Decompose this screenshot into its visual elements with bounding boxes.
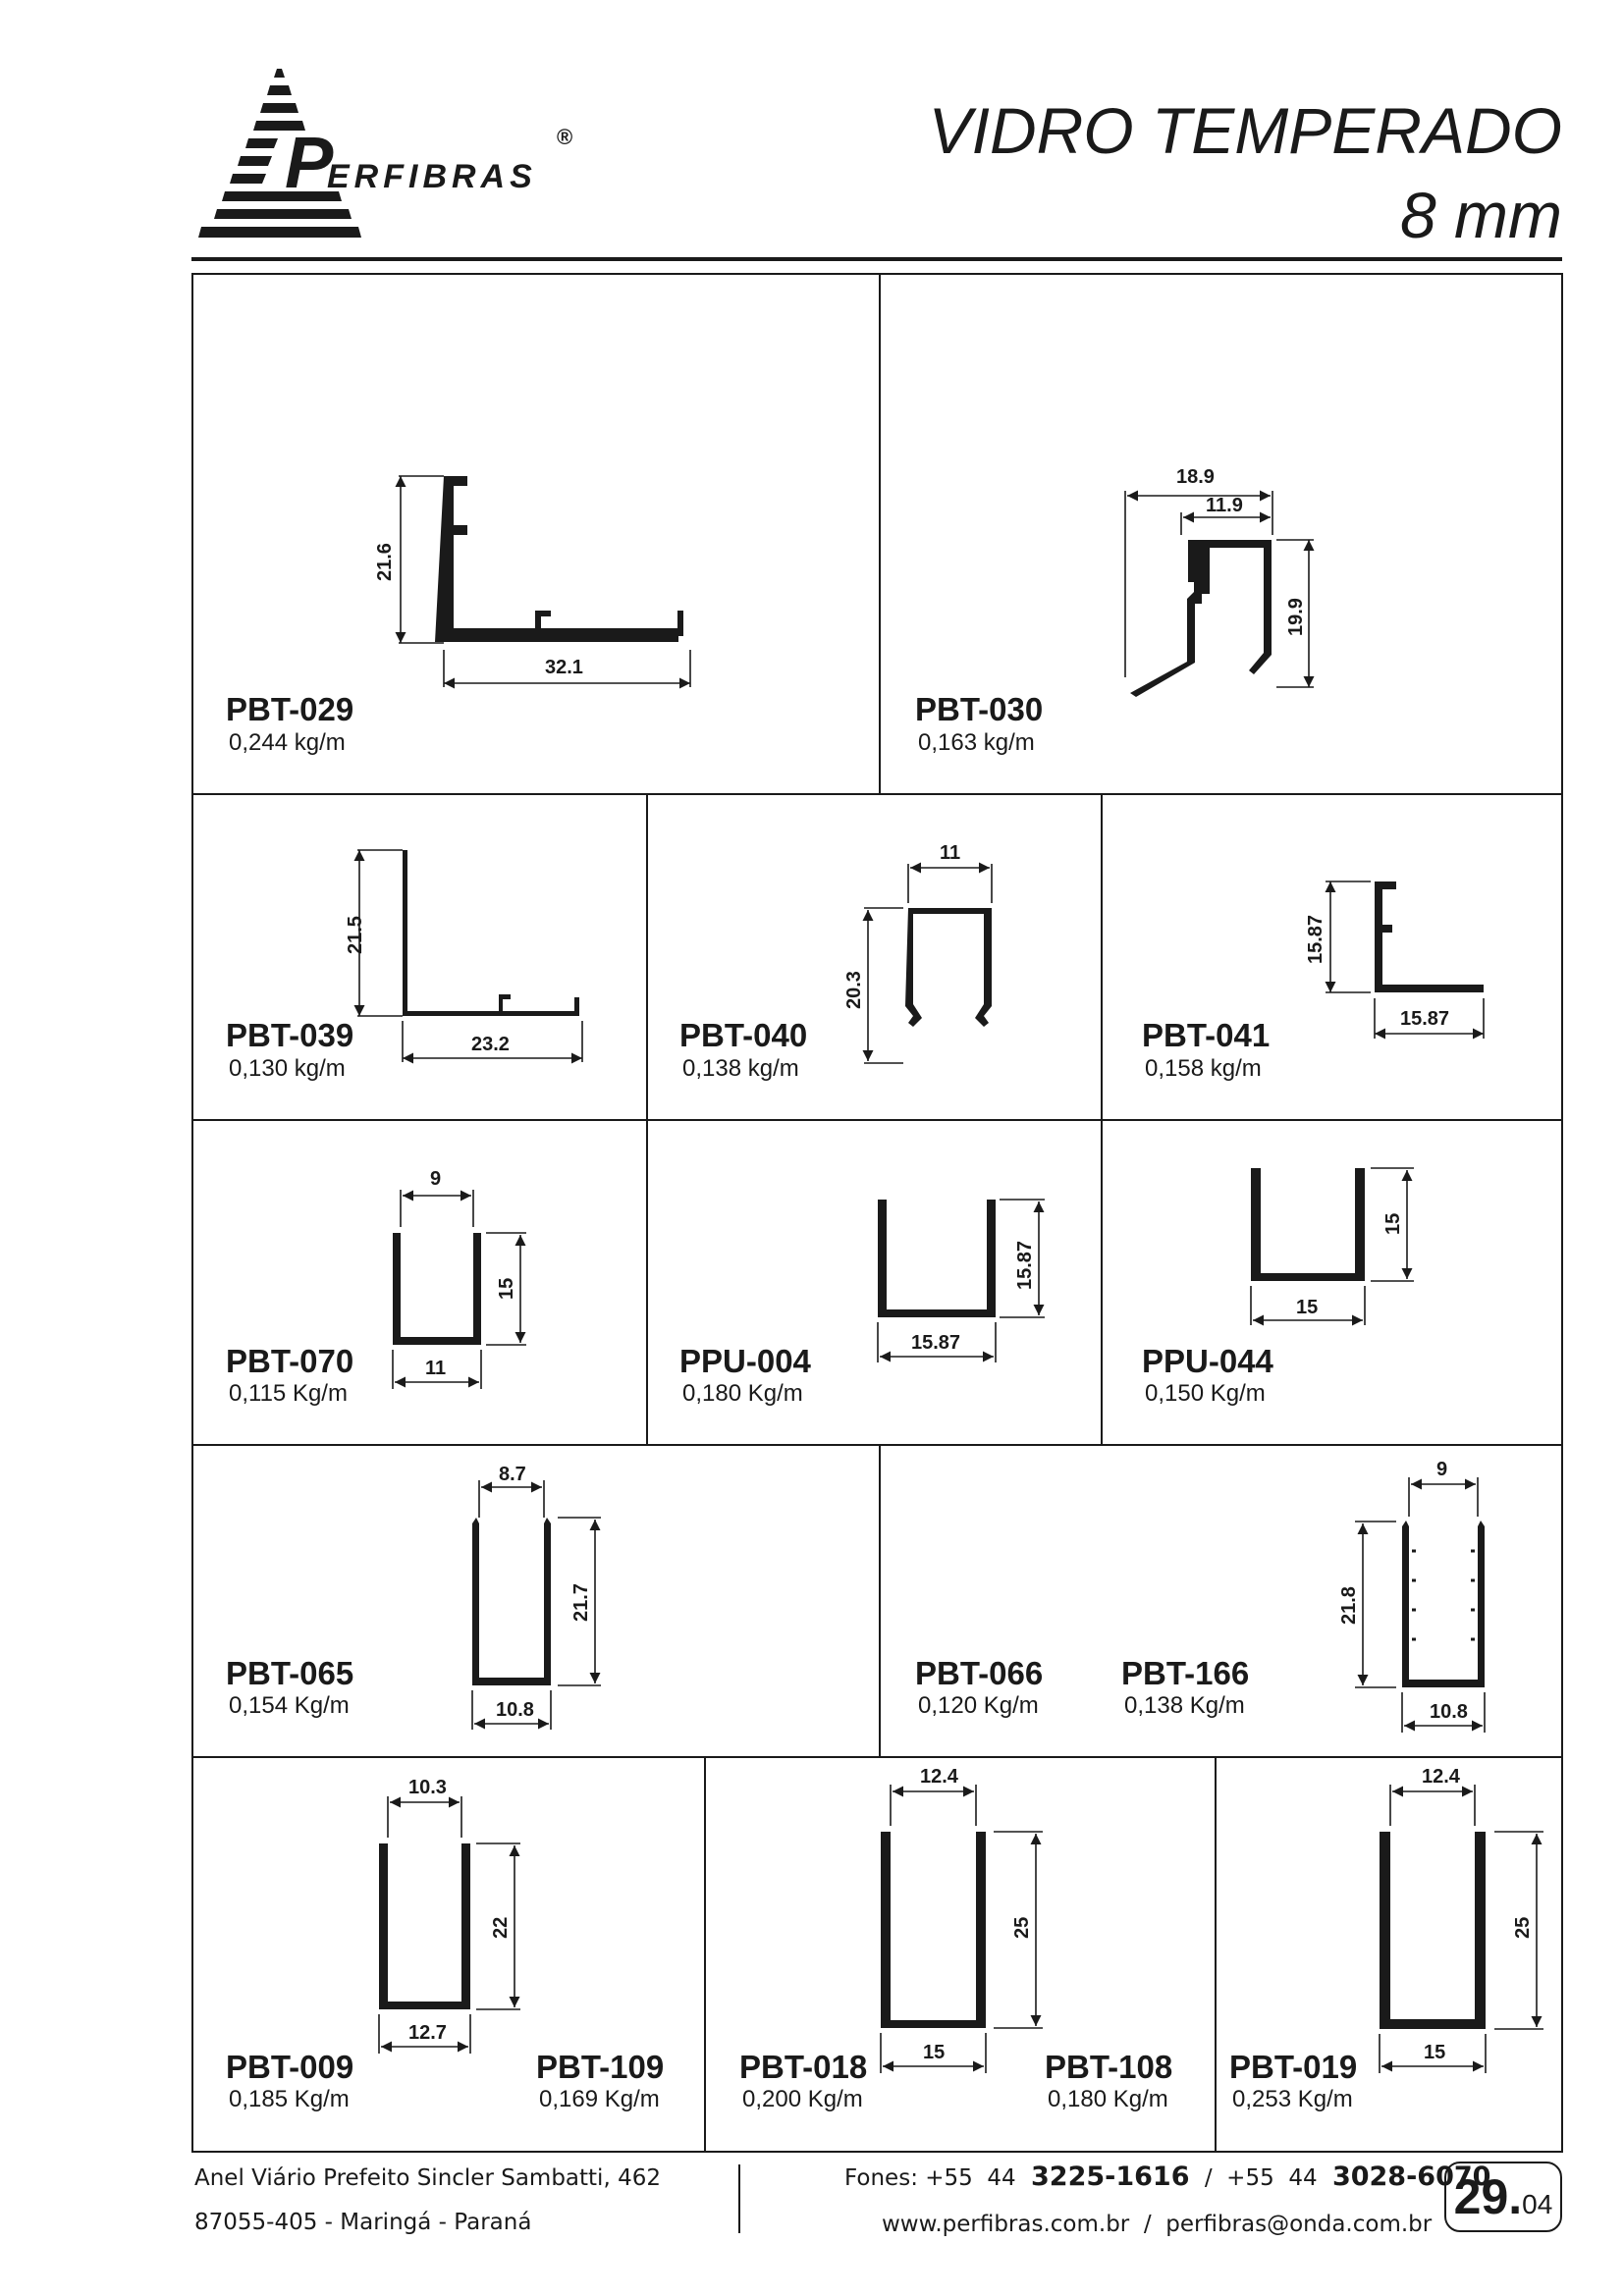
profile-pbt030	[1125, 491, 1314, 697]
footer-divider	[738, 2164, 740, 2233]
product-name: PBT-041	[1142, 1017, 1271, 1053]
dim-label: 15	[1382, 1212, 1404, 1235]
dim-label: 32.1	[545, 657, 583, 678]
product-name: PBT-109	[536, 2049, 665, 2085]
dim-label: 15	[1424, 2042, 1446, 2063]
dim-label: 9	[430, 1168, 442, 1190]
profile-pbt040	[864, 864, 992, 1063]
dim-label: 21.6	[374, 543, 396, 581]
dim-label: 11	[940, 842, 961, 864]
phone-2: 3028-6070	[1331, 2162, 1491, 2192]
dim-label: 15.87	[1305, 914, 1326, 964]
dim-label: 11	[425, 1358, 447, 1379]
product-weight: 0,138 Kg/m	[1124, 1692, 1245, 1719]
product-weight: 0,158 kg/m	[1145, 1055, 1262, 1082]
dim-label: 9	[1436, 1459, 1448, 1480]
dim-label: 12.7	[408, 2022, 447, 2044]
product-weight: 0,115 Kg/m	[229, 1380, 348, 1407]
dim-label: 21.5	[345, 916, 366, 954]
title-line-2: 8 mm	[1400, 179, 1562, 251]
profile-pbt039	[357, 850, 582, 1062]
dim-label: 10.3	[408, 1777, 447, 1798]
dim-label: 15	[496, 1277, 517, 1300]
dim-label: 22	[490, 1916, 512, 1939]
dim-label: 18.9	[1176, 466, 1215, 488]
web-email-line: www.perfibras.com.br / perfibras@onda.com.br	[882, 2212, 1433, 2237]
dim-label: 15	[923, 2042, 946, 2063]
profile-pbt029	[399, 476, 690, 687]
dim-label: 21.8	[1338, 1586, 1360, 1625]
phone-1: 3225-1616	[1031, 2162, 1190, 2192]
dim-label: 23.2	[471, 1034, 510, 1055]
product-name: PBT-065	[226, 1655, 354, 1691]
logo-brand: ERFIBRAS	[327, 158, 537, 195]
dim-label: 8.7	[499, 1464, 526, 1485]
product-name: PBT-040	[679, 1017, 808, 1053]
dim-label: 12.4	[1422, 1766, 1460, 1788]
profile-pbt066	[1355, 1477, 1485, 1733]
dim-label: 15.87	[911, 1332, 961, 1354]
product-weight: 0,138 kg/m	[682, 1055, 799, 1082]
product-name: PBT-039	[226, 1017, 354, 1053]
logo-registered: ®	[557, 125, 573, 149]
product-name: PBT-018	[739, 2049, 868, 2085]
product-name: PBT-030	[915, 691, 1044, 727]
dim-label: 15.87	[1014, 1240, 1036, 1290]
product-name: PBT-066	[915, 1655, 1044, 1691]
product-name: PBT-019	[1229, 2049, 1358, 2085]
product-name: PBT-029	[226, 691, 354, 727]
product-name: PBT-009	[226, 2049, 354, 2085]
dim-label: 10.8	[496, 1699, 534, 1721]
product-weight: 0,169 Kg/m	[539, 2086, 660, 2112]
product-weight: 0,150 Kg/m	[1145, 1380, 1266, 1407]
product-weight: 0,185 Kg/m	[229, 2086, 350, 2112]
profile-ppu044	[1251, 1168, 1414, 1325]
product-weight: 0,163 kg/m	[918, 729, 1035, 756]
page-number-major: 29.	[1453, 2169, 1523, 2224]
product-name: PBT-108	[1045, 2049, 1173, 2085]
product-weight: 0,253 Kg/m	[1232, 2086, 1353, 2112]
dim-label: 19.9	[1285, 598, 1307, 636]
dim-label: 10.8	[1430, 1701, 1468, 1723]
product-weight: 0,180 Kg/m	[682, 1380, 803, 1407]
address-line-1: Anel Viário Prefeito Sincler Sambatti, 462	[194, 2165, 661, 2191]
dim-label: 11.9	[1206, 495, 1243, 516]
product-weight: 0,244 kg/m	[229, 729, 346, 756]
dim-label: 12.4	[920, 1766, 958, 1788]
address-line-2: 87055-405 - Maringá - Paraná	[194, 2210, 532, 2235]
page-number-box	[1444, 2162, 1562, 2232]
dim-label: 25	[1011, 1916, 1033, 1939]
phone-separator: / +55 44	[1204, 2165, 1318, 2191]
product-name: PBT-166	[1121, 1655, 1250, 1691]
dim-label: 25	[1512, 1916, 1534, 1939]
logo-initial: P	[285, 122, 334, 203]
product-name: PPU-004	[679, 1343, 811, 1379]
dim-label: 15.87	[1400, 1008, 1450, 1030]
phone-line	[844, 2162, 1490, 2192]
dim-label: 21.7	[570, 1583, 592, 1622]
dim-label: 20.3	[843, 971, 865, 1009]
phones-label: Fones: +55 44	[844, 2165, 1016, 2191]
product-name: PPU-044	[1142, 1343, 1273, 1379]
product-weight: 0,120 Kg/m	[918, 1692, 1039, 1719]
product-weight: 0,200 Kg/m	[742, 2086, 863, 2112]
product-name: PBT-070	[226, 1343, 354, 1379]
page-number-minor: 04	[1522, 2189, 1553, 2219]
dim-label: 15	[1296, 1297, 1319, 1318]
product-weight: 0,130 kg/m	[229, 1055, 346, 1082]
title-line-1: VIDRO TEMPERADO	[928, 94, 1562, 167]
product-weight: 0,154 Kg/m	[229, 1692, 350, 1719]
product-weight: 0,180 Kg/m	[1048, 2086, 1168, 2112]
